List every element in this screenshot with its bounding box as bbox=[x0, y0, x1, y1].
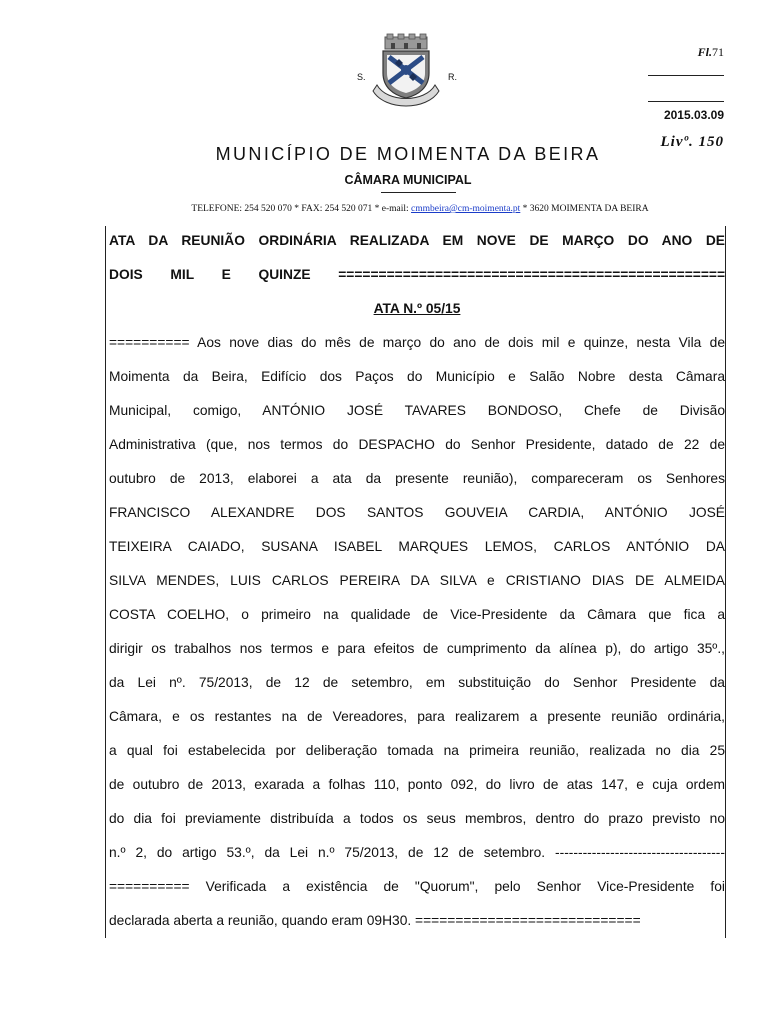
text-line: FRANCISCO ALEXANDRE DOS SANTOS GOUVEIA CARDIA, ANTÓNIO JOSÉ bbox=[109, 505, 725, 520]
text-line: declarada aberta a reunião, quando eram 09H30. ============================ bbox=[109, 913, 641, 928]
text-line: outubro de 2013, elaborei a ata da presente reunião), compareceram os Senhores bbox=[109, 471, 725, 486]
crest-right-letter: R. bbox=[448, 72, 457, 82]
chamber-title: CÂMARA MUNICIPAL bbox=[344, 173, 472, 187]
minutes-number: ATA N.º 05/15 bbox=[373, 301, 461, 316]
text-line: COSTA COELHO, o primeiro na qualidade de Vice-Presidente da Câmara que fica a bbox=[109, 607, 725, 622]
chamber-underline bbox=[381, 192, 456, 193]
left-margin-line bbox=[105, 226, 106, 938]
text-line: ========== Verificada a existência de "Quorum", pelo Senhor Vice-Presidente foi bbox=[109, 879, 725, 894]
email-link[interactable]: cmmbeira@cm-moimenta.pt bbox=[411, 204, 521, 214]
text-line bbox=[109, 294, 725, 328]
text-line: Administrativa (que, nos termos do DESPACHO do Senhor Presidente, datado de 22 de bbox=[109, 437, 725, 452]
meeting-date: 2015.03.09 bbox=[663, 108, 724, 122]
minutes-body bbox=[109, 226, 725, 940]
date-rule bbox=[648, 101, 724, 102]
folio-value: 71 bbox=[712, 45, 724, 59]
coat-of-arms-icon bbox=[369, 33, 443, 107]
contacts-phone-fax: TELEFONE: 254 520 070 * FAX: 254 520 071 * e-mail: bbox=[191, 204, 412, 214]
text-line: ATA DA REUNIÃO ORDINÁRIA REALIZADA EM NOVE DE MARÇO DO ANO DE bbox=[109, 233, 725, 248]
text-line: Moimenta da Beira, Edifício dos Paços do Município e Salão Nobre desta Câmara bbox=[109, 369, 725, 384]
text-line: TEIXEIRA CAIADO, SUSANA ISABEL MARQUES LEMOS, CARLOS ANTÓNIO DA bbox=[109, 539, 725, 554]
municipal-crest bbox=[369, 33, 443, 107]
folio-label: Fl. bbox=[697, 45, 712, 59]
text-line: do dia foi previamente distribuída a todos os seus membros, dentro do prazo previsto no bbox=[109, 811, 725, 826]
contacts-line bbox=[0, 204, 770, 214]
text-line: dirigir os trabalhos nos termos e para efeitos de cumprimento da alínea p), do artigo 35º., bbox=[109, 641, 725, 656]
text-line: SILVA MENDES, LUIS CARLOS PEREIRA DA SILVA e CRISTIANO DIAS DE ALMEIDA bbox=[109, 573, 725, 588]
text-line: ========== Aos nove dias do mês de março do ano de dois mil e quinze, nesta Vila de bbox=[109, 335, 725, 350]
folio-rule bbox=[648, 75, 724, 76]
text-line: Câmara, e os restantes na de Vereadores, para realizarem a presente reunião ordinária, bbox=[109, 709, 725, 724]
text-line: DOIS MIL E QUINZE ================================================ bbox=[109, 267, 725, 282]
crest-left-letter: S. bbox=[357, 72, 366, 82]
text-line: da Lei nº. 75/2013, de 12 de setembro, em substituição do Senhor Presidente da bbox=[109, 675, 725, 690]
folio-number bbox=[698, 45, 724, 60]
text-line: a qual foi estabelecida por deliberação tomada na primeira reunião, realizada no dia 25 bbox=[109, 743, 725, 758]
text-line: Municipal, comigo, ANTÓNIO JOSÉ TAVARES BONDOSO, Chefe de Divisão bbox=[109, 403, 725, 418]
contacts-address: * 3620 MOIMENTA DA BEIRA bbox=[520, 204, 649, 214]
book-number: Livº. 150 bbox=[660, 134, 724, 150]
text-line: n.º 2, do artigo 53.º, da Lei n.º 75/2013, de 12 de setembro. ------------------------------------- bbox=[109, 845, 725, 860]
municipality-title: MUNICÍPIO DE MOIMENTA DA BEIRA bbox=[215, 144, 601, 164]
text-line: de outubro de 2013, exarada a folhas 110, ponto 092, do livro de atas 147, e cuja ordem bbox=[109, 777, 725, 792]
right-margin-line bbox=[725, 226, 726, 938]
